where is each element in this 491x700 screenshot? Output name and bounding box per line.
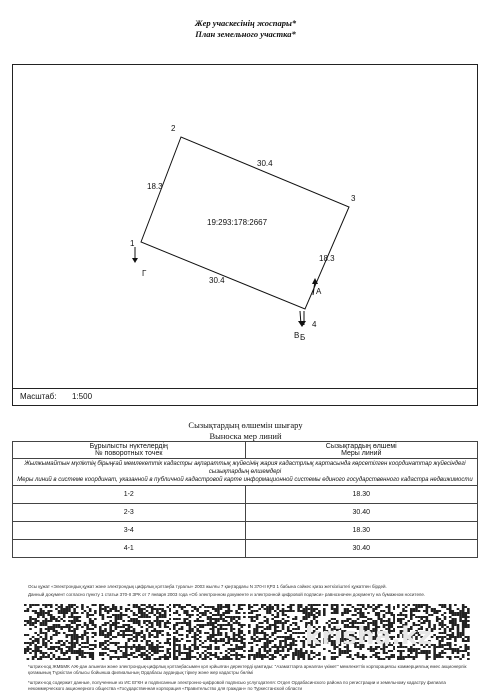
neighbor-bv-arrow-icon (298, 311, 306, 327)
table-row (13, 540, 478, 558)
footer-barcode-note-kz: *штрих-код ЖМБМК АЖ-дан алынған және электрондық-цифрлық қолтаңбасымен қол қойылған деректерді қамтиды: "Азаматтарға арналған үкімет" мемлекеттік корпорациясы коммерциялық емес акционерлік қоғамының Түркістан облысы бойынша филиалының Ордабасы аудандық тіркеу және жер кадастры бөлімі (28, 664, 467, 675)
point-2-label: 2 (171, 124, 176, 133)
side-4-1-length: 30.4 (209, 276, 225, 285)
neighbor-a-label: А (316, 287, 322, 296)
footer-legal-kz: Осы құжат «Электрондық құжат және электрондық цифрлық қолтаңба туралы» 2003 жылғы 7 қаңтардағы N 370-II ҚРЗ 1 бабына сәйкес қағаз жеткізгіштегі құжатпен бірдей. (28, 584, 387, 589)
col-measure-header: Сызықтардың өлшемі Меры линий (245, 442, 478, 459)
row-measure: 30.40 (245, 504, 478, 522)
point-3-label: 3 (351, 194, 356, 203)
scale-label: Масштаб: (20, 392, 57, 401)
qr-code-icon (173, 604, 246, 660)
point-4-label: 4 (312, 320, 317, 329)
footer-legal-ru: Данный документ согласно пункту 1 статьи 370-II ЗРК от 7 января 2003 года «Об электронном документе и электронной цифровой подписи» равнозначен документу на бумажном носителе. (28, 592, 426, 597)
neighbor-b-label: Б (300, 333, 306, 342)
row-measure: 18.30 (245, 486, 478, 504)
lines-title-kz: Сызықтардың өлшемін шығару (188, 420, 303, 430)
table-header-row (13, 442, 478, 459)
table-row (13, 504, 478, 522)
neighbor-g-label: Г (142, 269, 147, 278)
lines-table (12, 441, 478, 558)
qr-code-icon (99, 604, 172, 660)
scale-bar (12, 388, 478, 406)
row-measure: 30.40 (245, 540, 478, 558)
neighbor-v-label: В (294, 331, 300, 340)
watermark: krisha.kz (305, 622, 433, 650)
col-points-header: Бұрылысты нүктелердің № поворотных точек (13, 442, 246, 459)
row-points: 4-1 (13, 540, 246, 558)
table-row (13, 486, 478, 504)
row-points: 2-3 (13, 504, 246, 522)
footer-barcode-note-ru: *штрих-код содержит данные, полученные из ИС ЕГКН и подписанные электронно-цифровой подписью услугодателя: Отдел Ордабасинского района по регистрации и земельному кадастру филиала некоммерческого акционерного общества «Государственная корпорация «Правительство для граждан» по Туркестанской области (28, 680, 446, 691)
parcel-plan (13, 65, 477, 389)
table-note-row (13, 459, 478, 486)
side-2-3-length: 30.4 (257, 159, 273, 168)
scale-value: 1:500 (72, 392, 93, 401)
title-kz: Жер учаскесінің жоспары* (194, 18, 297, 28)
side-3-4-length: 18.3 (319, 254, 335, 263)
point-1-label: 1 (130, 239, 135, 248)
row-points: 3-4 (13, 522, 246, 540)
neighbor-g-arrow-icon (132, 247, 138, 263)
plan-frame (12, 64, 478, 406)
row-points: 1-2 (13, 486, 246, 504)
parcel-id: 19:293:178:2667 (207, 218, 268, 227)
side-1-2-length: 18.3 (147, 182, 163, 191)
coordinate-note: Жылжымайтын мүліктің бірыңғай мемлекеттік кадастры ақпараттық жүйесінің жария кадастрлық картасында көрсетілген координаттар жүйесіндегі сызықтардың өлшемдері Меры линий в системе координат, указанной в публичной кадастровой карте информационной системы единого государственного кадастра недвижимости (13, 459, 478, 486)
title-ru: План земельного участка* (195, 29, 296, 39)
qr-code-icon (24, 604, 97, 660)
table-row (13, 522, 478, 540)
row-measure: 18.30 (245, 522, 478, 540)
lines-title-ru: Выноска мер линий (209, 431, 282, 441)
